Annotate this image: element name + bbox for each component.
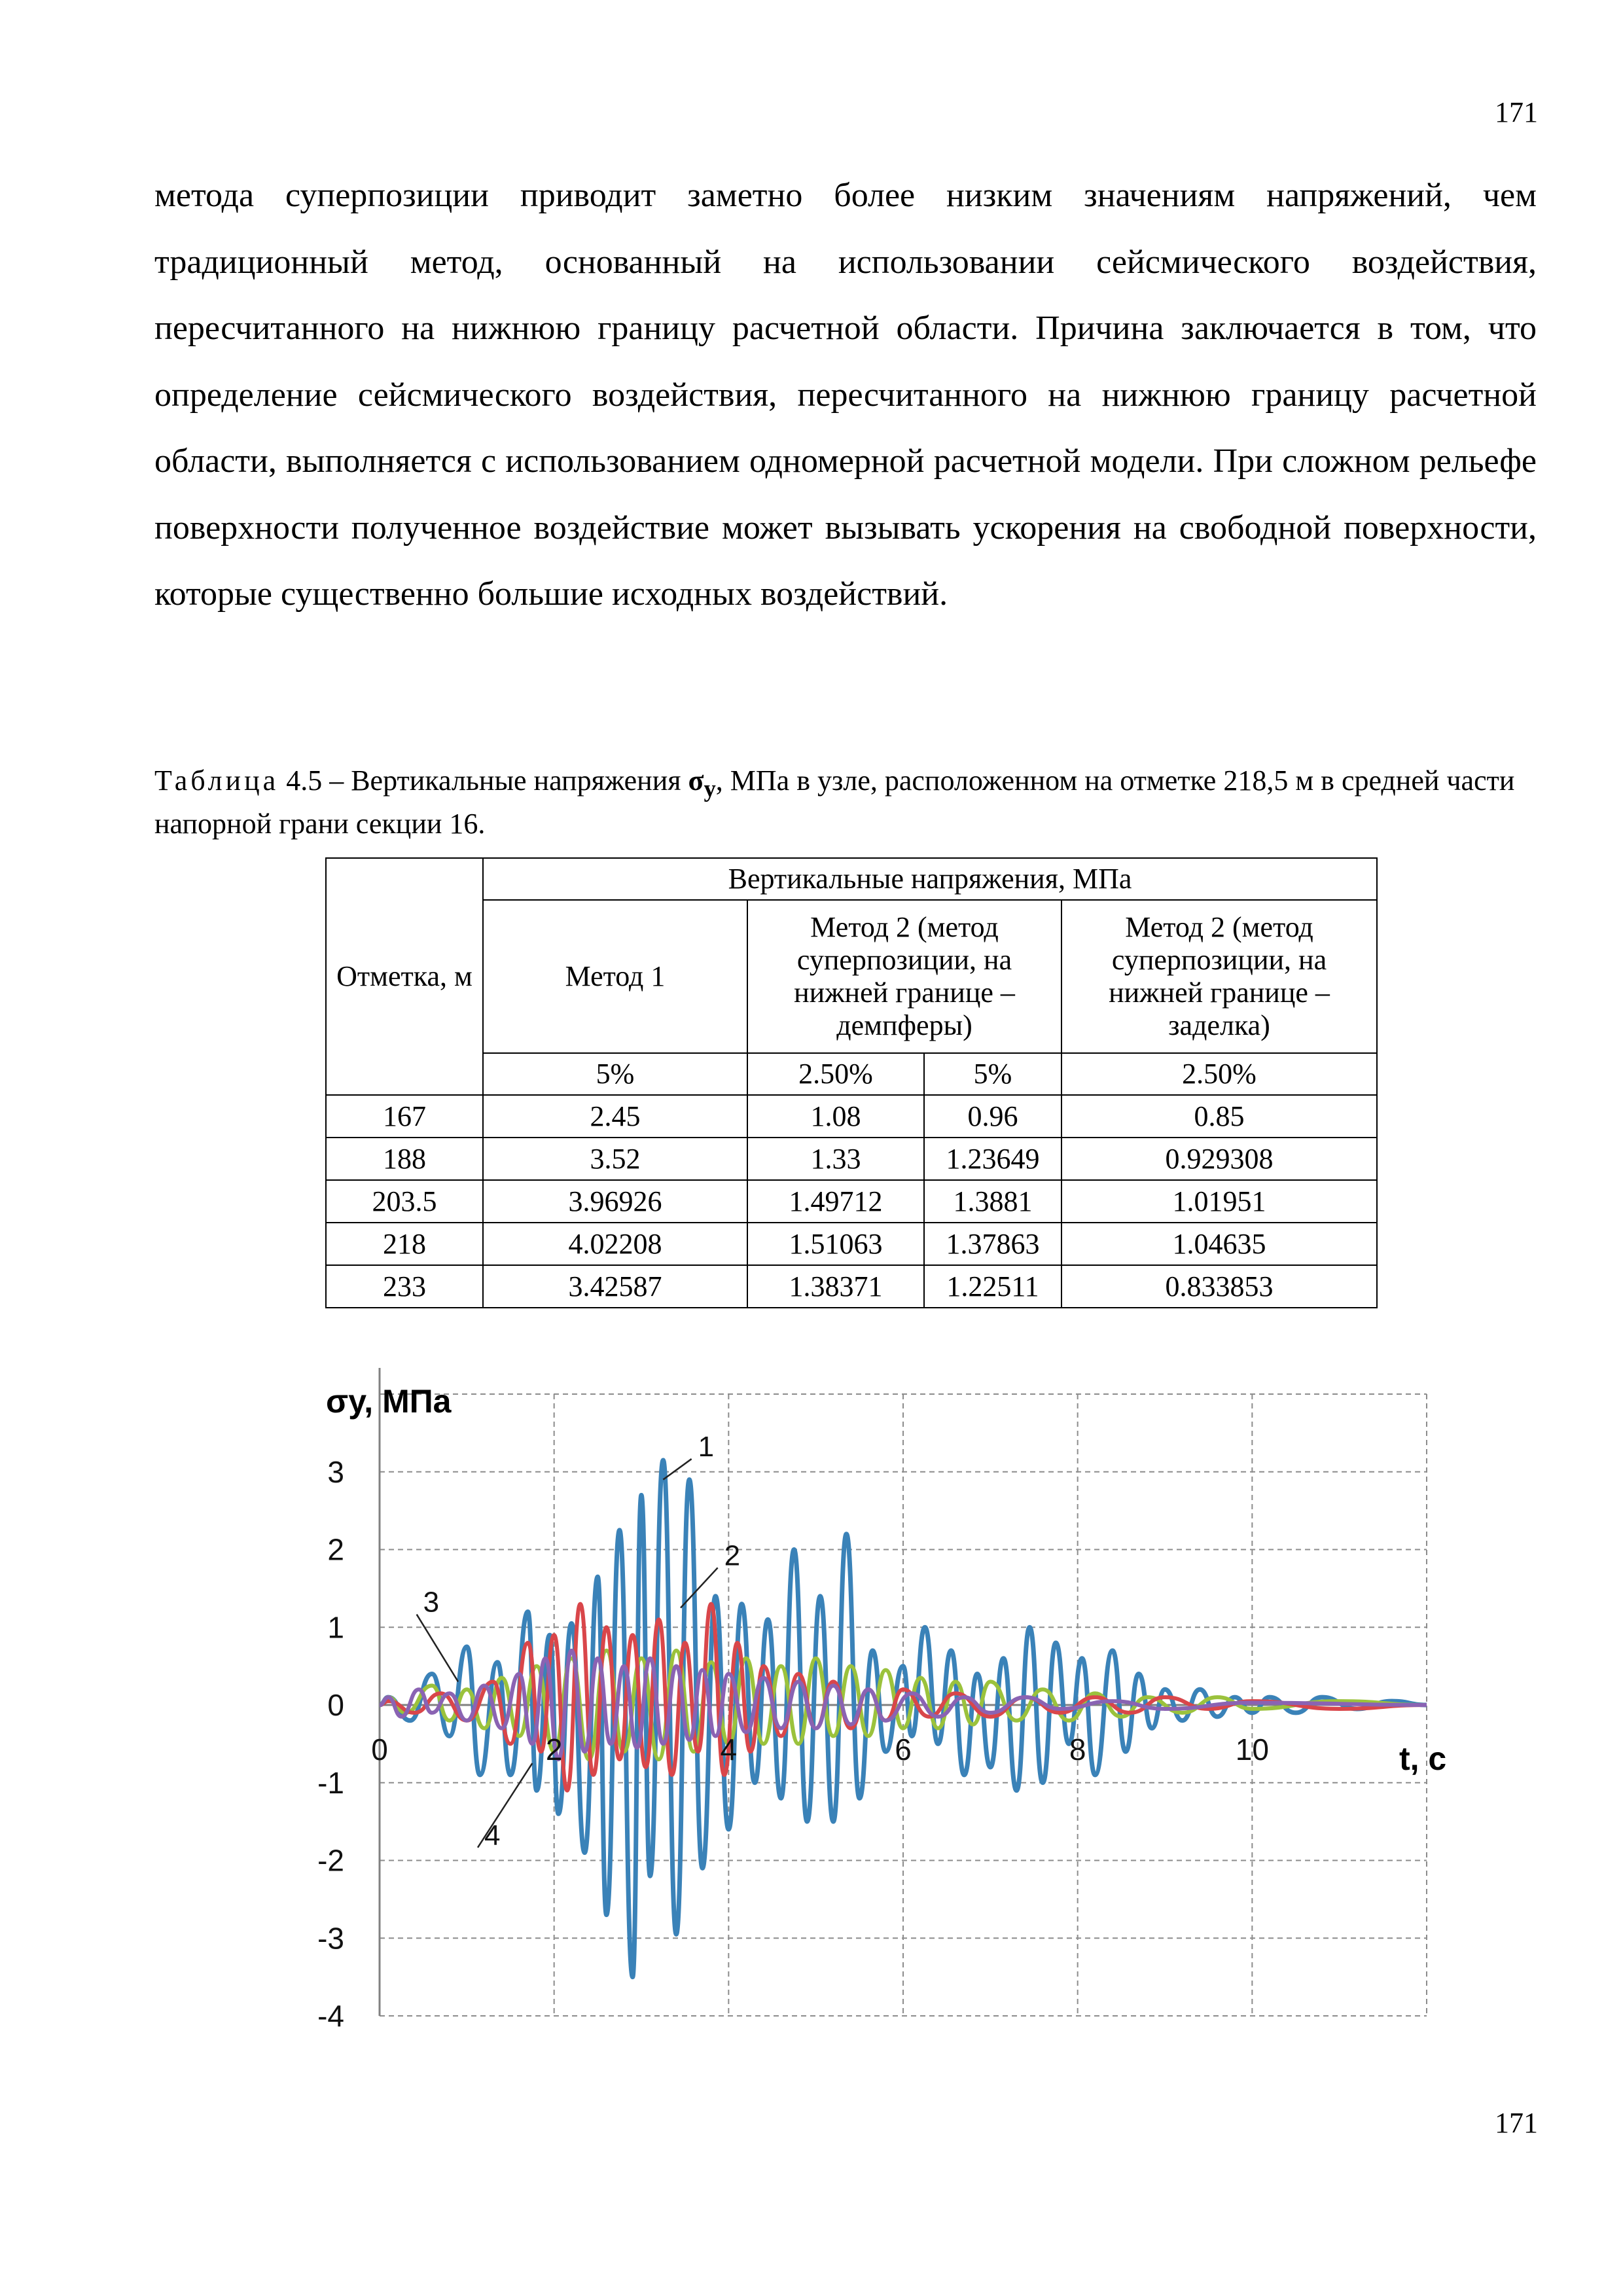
caption-subscript: y — [704, 774, 716, 802]
header-method2a: Метод 2 (метод суперпозиции, на нижней границе – демпферы) — [747, 900, 1061, 1053]
table-cell: 1.23649 — [924, 1138, 1061, 1180]
table-cell: 188 — [326, 1138, 483, 1180]
x-tick-label: 8 — [1069, 1732, 1086, 1767]
table-cell: 1.04635 — [1061, 1223, 1377, 1265]
y-tick-label: -1 — [317, 1765, 344, 1800]
subheader-cell: 2.50% — [1061, 1053, 1377, 1095]
callout-label-2: 2 — [724, 1539, 741, 1572]
table-cell: 0.96 — [924, 1095, 1061, 1138]
table-cell: 3.96926 — [483, 1180, 747, 1223]
header-group: Вертикальные напряжения, МПа — [483, 858, 1377, 900]
subheader-cell: 5% — [924, 1053, 1061, 1095]
caption-symbol: σ — [688, 764, 704, 797]
table-cell: 4.02208 — [483, 1223, 747, 1265]
caption-text-before: – Вертикальные напряжения — [322, 764, 688, 797]
y-tick-label: -4 — [317, 1999, 344, 2033]
table-cell: 218 — [326, 1223, 483, 1265]
table-cell: 1.51063 — [747, 1223, 924, 1265]
subheader-cell: 5% — [483, 1053, 747, 1095]
callout-label-1: 1 — [698, 1431, 715, 1463]
table-cell: 167 — [326, 1095, 483, 1138]
header-mark: Отметка, м — [326, 858, 483, 1095]
y-tick-label: -2 — [317, 1843, 344, 1878]
callout-label-3: 3 — [423, 1586, 440, 1619]
x-tick-label: 6 — [895, 1732, 912, 1767]
table-cell: 1.49712 — [747, 1180, 924, 1223]
table-cell: 233 — [326, 1265, 483, 1308]
y-tick-label: 3 — [327, 1454, 344, 1489]
table-cell: 1.37863 — [924, 1223, 1061, 1265]
callout-leader-1 — [663, 1459, 691, 1480]
caption-label: Таблица — [154, 764, 279, 797]
table-cell: 1.01951 — [1061, 1180, 1377, 1223]
caption-text-after: , МПа в узле, расположенном на отметке 218,5 м в средней части напорной грани секции 16. — [154, 764, 1515, 840]
table-cell: 0.929308 — [1061, 1138, 1377, 1180]
x-tick-label: 4 — [720, 1732, 738, 1767]
table-cell: 2.45 — [483, 1095, 747, 1138]
y-tick-label: 2 — [327, 1532, 344, 1567]
y-tick-label: 1 — [327, 1610, 344, 1645]
callout-leader-3 — [417, 1615, 458, 1682]
x-tick-label: 2 — [545, 1732, 563, 1767]
table-cell: 1.3881 — [924, 1180, 1061, 1223]
y-tick-label: 0 — [327, 1688, 344, 1722]
header-method2b: Метод 2 (метод суперпозиции, на нижней границе – заделка) — [1061, 900, 1377, 1053]
table-cell: 1.22511 — [924, 1265, 1061, 1308]
table-cell: 203.5 — [326, 1180, 483, 1223]
table-cell: 3.42587 — [483, 1265, 747, 1308]
y-tick-label: -3 — [317, 1921, 344, 1956]
table-cell: 3.52 — [483, 1138, 747, 1180]
y-axis-label: σy, МПа — [326, 1383, 452, 1420]
page-number-bottom: 171 — [1495, 2107, 1538, 2139]
table-cell: 1.33 — [747, 1138, 924, 1180]
table-cell: 1.08 — [747, 1095, 924, 1138]
subheader-cell: 2.50% — [747, 1053, 924, 1095]
body-paragraph: метода суперпозиции приводит заметно более низким значениям напряжений, чем традиционный метод, основанный на использовании сейсмического воздействия, пересчитанного на нижнюю границу расчетной области. Причина заключается в том, что определение сейсмического воздействия, пересчитанного на нижнюю границу расчетной области, выполняется с использованием одномерной расчетной модели. При сложном рельефе поверхности полученное воздействие может вызывать ускорения на свободной поверхности, которые существенно большие исходных воздействий. — [154, 177, 1537, 613]
caption-number: 4.5 — [286, 764, 323, 797]
x-tick-label: 0 — [371, 1732, 388, 1767]
callout-label-4: 4 — [484, 1819, 501, 1852]
table-cell: 0.833853 — [1061, 1265, 1377, 1308]
table-cell: 1.38371 — [747, 1265, 924, 1308]
x-axis-label: t, c — [1399, 1740, 1447, 1777]
header-method1: Метод 1 — [483, 900, 747, 1053]
table-cell: 0.85 — [1061, 1095, 1377, 1138]
page-number-top: 171 — [1495, 96, 1538, 128]
x-tick-label: 10 — [1235, 1732, 1269, 1767]
